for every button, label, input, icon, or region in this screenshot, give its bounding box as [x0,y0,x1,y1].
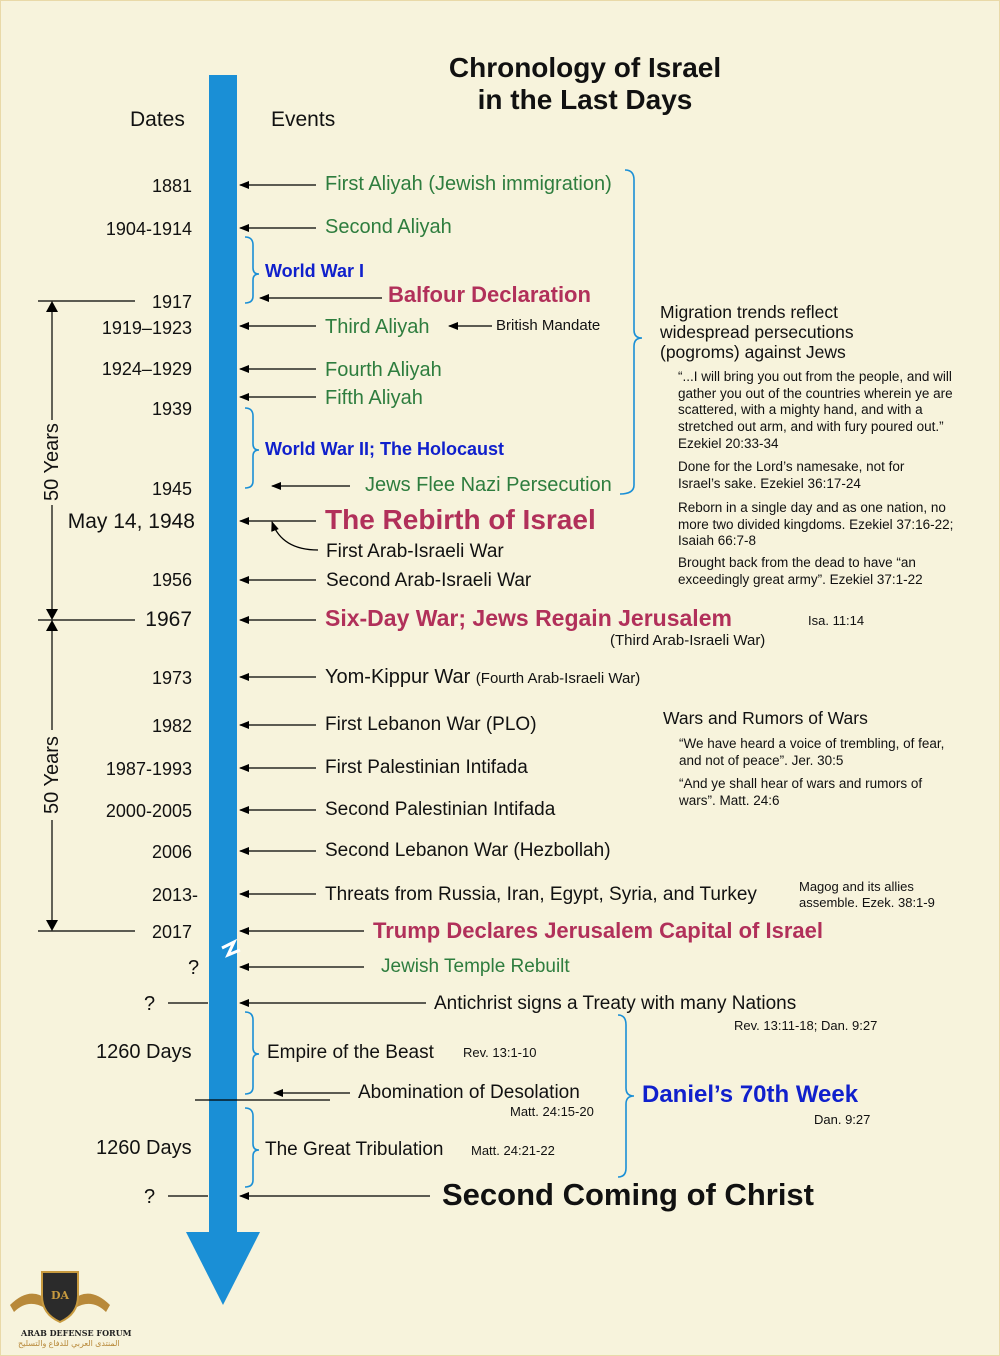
logo-abbr: DA [51,1289,70,1302]
note-quote-ezekiel-37-16: Reborn in a single day and as one nation, no more two divided kingdoms. Ezekiel 37:16-22; Isaiah 66:7-8 [678,500,954,549]
event-yom-kippur [325,667,640,687]
date-2000: 2000-2005 [105,801,192,821]
note-migration-1: Migration trends reflect [660,302,838,322]
date-1924: 1924–1929 [101,359,192,379]
date-1982: 1982 [151,716,192,736]
event-fourth-aliyah: Fourth Aliyah [325,359,442,381]
event-threats: Threats from Russia, Iran, Egypt, Syria, and Turkey [325,884,757,905]
title-line-1: Chronology of Israel [448,52,722,83]
ref-abomination: Matt. 24:15-20 [510,1104,594,1119]
page-title [430,52,740,116]
ref-beast: Rev. 13:1-10 [463,1045,537,1060]
event-six-day-war: Six-Day War; Jews Regain Jerusalem [325,605,732,631]
note-quote-matthew: “And ye shall hear of wars and rumors of wars”. Matt. 24:6 [679,776,923,808]
event-world-war-2: World War II; The Holocaust [265,439,505,459]
event-jews-flee: Jews Flee Nazi Persecution [365,474,612,496]
event-first-arab-israeli-war: First Arab-Israeli War [326,541,504,562]
event-rebirth: The Rebirth of Israel [325,504,596,535]
event-70th-week: Daniel’s 70th Week [642,1081,859,1108]
span-label-lower: 50 Years [41,736,63,814]
note-quote-ezekiel-37-1: Brought back from the dead to have “an exceedingly great army”. Ezekiel 37:1-22 [678,555,923,587]
events-header: Events [271,108,336,131]
event-third-aliyah: Third Aliyah [325,316,430,338]
date-1945: 1945 [151,479,192,499]
date-1881: 1881 [151,176,192,196]
event-second-aliyah: Second Aliyah [325,216,452,238]
date-1917: 1917 [151,292,192,312]
ref-isaiah: Isa. 11:14 [808,613,865,628]
logo-arabic: المنتدى العربي للدفاع والتسليح [18,1339,120,1348]
event-world-war-1: World War I [265,261,364,281]
event-abomination: Abomination of Desolation [358,1082,580,1103]
event-second-arab-israeli-war: Second Arab-Israeli War [326,570,532,591]
note-quote-jeremiah: “We have heard a voice of trembling, of fear, and not of peace”. Jer. 30:5 [679,736,945,768]
date-1904: 1904-1914 [105,219,192,239]
date-1260-days-1: 1260 Days [96,1041,192,1063]
date-1948: May 14, 1948 [67,510,195,533]
ref-magog-1: Magog and its allies [799,879,914,894]
date-unknown-1: ? [188,957,200,979]
date-1260-days-2: 1260 Days [96,1137,192,1159]
date-1939: 1939 [151,399,192,419]
event-balfour: Balfour Declaration [388,282,591,307]
ref-magog-2: assemble. Ezek. 38:1-9 [799,895,935,910]
event-tribulation: The Great Tribulation [265,1139,444,1160]
timeline-arrowhead [186,1232,260,1305]
logo-name: ARAB DEFENSE FORUM [21,1328,132,1338]
date-2006: 2006 [151,842,192,862]
date-unknown-3: ? [144,1186,156,1208]
event-yom-kippur-title: Yom-Kippur War [325,666,471,688]
ref-treaty: Rev. 13:11-18; Dan. 9:27 [734,1018,878,1033]
event-fifth-aliyah: Fifth Aliyah [325,387,423,409]
event-first-intifada: First Palestinian Intifada [325,757,528,778]
event-first-aliyah: First Aliyah (Jewish immigration) [325,173,612,195]
timeline-bar [209,75,237,1235]
dates-header: Dates [130,108,185,131]
event-trump: Trump Declares Jerusalem Capital of Israel [373,918,823,943]
title-line-2: in the Last Days [477,84,693,115]
note-migration [660,302,854,362]
date-unknown-2: ? [144,993,156,1015]
ref-tribulation: Matt. 24:21-22 [471,1143,555,1158]
date-1973: 1973 [151,668,192,688]
date-1919: 1919–1923 [101,318,192,338]
event-treaty: Antichrist signs a Treaty with many Nations [434,993,797,1014]
event-second-coming: Second Coming of Christ [442,1177,814,1212]
date-1956: 1956 [151,570,192,590]
date-1967: 1967 [145,608,192,631]
date-2013: 2013- [151,885,198,905]
event-six-day-sub: (Third Arab-Israeli War) [610,632,766,649]
event-temple: Jewish Temple Rebuilt [381,956,570,977]
note-quote-ezekiel-20: “...I will bring you out from the people, and will gather you out of the countries wherein ye are scattered, with a mighty hand, and with a stretched out arm, and with fury poured out.” Ezekiel 20:33-34 [678,369,953,451]
date-1987: 1987-1993 [105,759,192,779]
ref-70th-week: Dan. 9:27 [814,1112,871,1127]
note-migration-3: (pogroms) against Jews [660,342,846,362]
span-label-upper: 50 Years [41,423,63,501]
event-beast: Empire of the Beast [267,1042,434,1063]
event-second-intifada: Second Palestinian Intifada [325,799,556,820]
date-2017: 2017 [151,922,192,942]
event-second-lebanon: Second Lebanon War (Hezbollah) [325,840,611,861]
event-first-lebanon: First Lebanon War (PLO) [325,714,537,735]
event-yom-kippur-sub: (Fourth Arab-Israeli War) [475,670,641,687]
note-wars-heading: Wars and Rumors of Wars [663,708,868,728]
note-quote-ezekiel-36: Done for the Lord’s namesake, not for Israel’s sake. Ezekiel 36:17-24 [678,459,905,491]
event-british-mandate: British Mandate [496,317,601,334]
note-migration-2: widespread persecutions [660,322,854,342]
